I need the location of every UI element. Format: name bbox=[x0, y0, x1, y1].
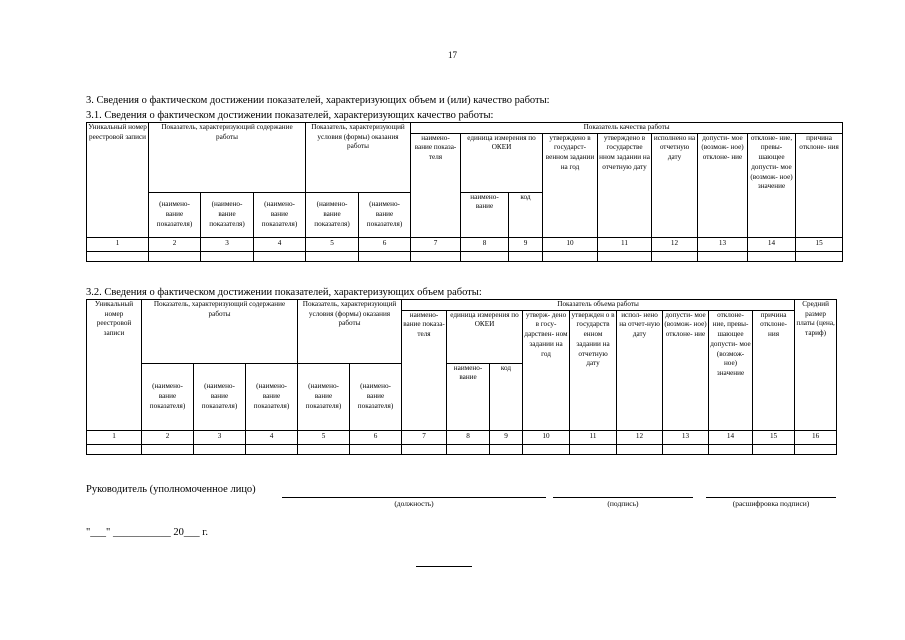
content-indicator-header: Показатель, характеризующий содержание работы bbox=[142, 300, 298, 364]
approved-year-header: утверж- дено в госу- дарствен- ном задании на год bbox=[523, 310, 570, 430]
date-line: "___" ___________ 20___ г. bbox=[86, 527, 208, 538]
column-number: 14 bbox=[748, 237, 796, 251]
empty-cell bbox=[87, 444, 142, 454]
column-number: 2 bbox=[142, 430, 194, 444]
empty-cell bbox=[461, 251, 509, 261]
empty-cell bbox=[543, 251, 598, 261]
empty-cell bbox=[523, 444, 570, 454]
empty-cell bbox=[663, 444, 709, 454]
sub-indicator-name: (наимено- вание показателя) bbox=[298, 363, 350, 430]
empty-cell bbox=[142, 444, 194, 454]
sub-indicator-name: (наимено- вание показателя) bbox=[142, 363, 194, 430]
empty-cell bbox=[350, 444, 402, 454]
column-number: 16 bbox=[795, 430, 837, 444]
column-number: 5 bbox=[298, 430, 350, 444]
deviation-reason-header: причина отклоне- ния bbox=[796, 133, 843, 237]
column-number: 1 bbox=[87, 237, 149, 251]
empty-cell bbox=[796, 251, 843, 261]
empty-cell bbox=[87, 251, 149, 261]
table-row bbox=[87, 444, 837, 454]
excess-deviation-header: отклоне- ние, превы- шающее допусти- мое (возмож- ное) значение bbox=[748, 133, 796, 237]
allowed-deviation-header: допусти- мое (возмож- ное) отклоне- ние bbox=[698, 133, 748, 237]
decoding-caption: (расшифровка подписи) bbox=[732, 499, 810, 508]
unique-record-header: Уникальный номер реестровой записи bbox=[87, 300, 142, 431]
empty-cell bbox=[246, 444, 298, 454]
empty-cell bbox=[617, 444, 663, 454]
column-number: 11 bbox=[570, 430, 617, 444]
unit-name-header: наимено- вание bbox=[447, 363, 490, 430]
okei-unit-header: единица измерения по ОКЕИ bbox=[447, 310, 523, 363]
volume-indicators-table bbox=[86, 299, 837, 455]
empty-cell bbox=[402, 444, 447, 454]
empty-cell bbox=[753, 444, 795, 454]
empty-cell bbox=[570, 444, 617, 454]
sub-indicator-name: (наимено- вание показателя) bbox=[254, 192, 306, 237]
empty-cell bbox=[194, 444, 246, 454]
empty-cell bbox=[598, 251, 652, 261]
unique-record-header: Уникальный номер реестровой записи bbox=[87, 123, 149, 238]
content-indicator-header: Показатель, характеризующий содержание работы bbox=[149, 123, 306, 193]
empty-cell bbox=[709, 444, 753, 454]
empty-cell bbox=[698, 251, 748, 261]
sub-indicator-name: (наимено- вание показателя) bbox=[306, 192, 359, 237]
column-number: 13 bbox=[663, 430, 709, 444]
column-number: 15 bbox=[753, 430, 795, 444]
conditions-indicator-header: Показатель, характеризующий условия (формы) оказания работы bbox=[306, 123, 411, 193]
column-number: 8 bbox=[447, 430, 490, 444]
approved-year-header: утверждено в государст- венном задании на год bbox=[543, 133, 598, 237]
column-number: 6 bbox=[359, 237, 411, 251]
column-number: 5 bbox=[306, 237, 359, 251]
executed-header: испол- нено на отчет-ную дату bbox=[617, 310, 663, 430]
column-number: 15 bbox=[796, 237, 843, 251]
column-number: 12 bbox=[617, 430, 663, 444]
empty-cell bbox=[652, 251, 698, 261]
sub-indicator-name: (наимено- вание показателя) bbox=[194, 363, 246, 430]
empty-cell bbox=[359, 251, 411, 261]
executed-header: исполнено на отчетную дату bbox=[652, 133, 698, 237]
sub-indicator-name: (наимено- вание показателя) bbox=[246, 363, 298, 430]
empty-cell bbox=[447, 444, 490, 454]
indicator-name-header: наимено- вание показа- теля bbox=[402, 310, 447, 430]
unit-code-header: код bbox=[490, 363, 523, 430]
sub-indicator-name: (наимено- вание показателя) bbox=[359, 192, 411, 237]
indicator-name-header: наимено- вание показа- теля bbox=[411, 133, 461, 237]
position-line bbox=[282, 497, 546, 498]
column-number: 10 bbox=[523, 430, 570, 444]
empty-cell bbox=[795, 444, 837, 454]
approved-date-header: утверждено в государстве нном задании на отчетную дату bbox=[598, 133, 652, 237]
quality-indicator-header: Показатель качества работы bbox=[411, 123, 843, 134]
column-number: 7 bbox=[411, 237, 461, 251]
column-number: 3 bbox=[201, 237, 254, 251]
column-number: 2 bbox=[149, 237, 201, 251]
column-number: 12 bbox=[652, 237, 698, 251]
average-price-header: Средний размер платы (цена, тариф) bbox=[795, 300, 837, 431]
empty-cell bbox=[509, 251, 543, 261]
signature-caption: (подпись) bbox=[607, 499, 639, 508]
volume-indicator-header: Показатель объема работы bbox=[402, 300, 795, 311]
approved-date-header: утвержден о в государств енном задании на отчетную дату bbox=[570, 310, 617, 430]
column-number: 14 bbox=[709, 430, 753, 444]
section-3-title: 3. Сведения о фактическом достижении показателей, характеризующих объем и (или) качество работы: bbox=[86, 95, 550, 106]
sub-indicator-name: (наимено- вание показателя) bbox=[149, 192, 201, 237]
conditions-indicator-header: Показатель, характеризующий условия (формы) оказания работы bbox=[298, 300, 402, 364]
quality-indicators-table bbox=[86, 122, 843, 262]
deviation-reason-header: причина отклоне- ния bbox=[753, 310, 795, 430]
column-number: 7 bbox=[402, 430, 447, 444]
column-number: 10 bbox=[543, 237, 598, 251]
section-3-2-title: 3.2. Сведения о фактическом достижении показателей, характеризующих объем работы: bbox=[86, 287, 482, 298]
empty-cell bbox=[490, 444, 523, 454]
empty-cell bbox=[254, 251, 306, 261]
empty-cell bbox=[748, 251, 796, 261]
empty-cell bbox=[201, 251, 254, 261]
footnote-separator bbox=[416, 566, 472, 567]
unit-code-header: код bbox=[509, 192, 543, 237]
decoding-line bbox=[706, 497, 836, 498]
column-number: 9 bbox=[509, 237, 543, 251]
column-number: 13 bbox=[698, 237, 748, 251]
empty-cell bbox=[298, 444, 350, 454]
column-number: 11 bbox=[598, 237, 652, 251]
column-number: 3 bbox=[194, 430, 246, 444]
sub-indicator-name: (наимено- вание показателя) bbox=[201, 192, 254, 237]
signature-line bbox=[553, 497, 693, 498]
section-3-1-title: 3.1. Сведения о фактическом достижении показателей, характеризующих качество работы: bbox=[86, 110, 494, 121]
column-number: 4 bbox=[254, 237, 306, 251]
okei-unit-header: единица измерения по ОКЕИ bbox=[461, 133, 543, 192]
column-number: 9 bbox=[490, 430, 523, 444]
page-number: 17 bbox=[448, 50, 457, 60]
empty-cell bbox=[149, 251, 201, 261]
column-number: 1 bbox=[87, 430, 142, 444]
table-row bbox=[87, 251, 843, 261]
column-number: 8 bbox=[461, 237, 509, 251]
signatory-label: Руководитель (уполномоченное лицо) bbox=[86, 484, 256, 495]
column-number: 6 bbox=[350, 430, 402, 444]
excess-deviation-header: отклоне- ние, превы- шающее допусти- мое (возмож- ное) значение bbox=[709, 310, 753, 430]
position-caption: (должность) bbox=[394, 499, 434, 508]
column-number: 4 bbox=[246, 430, 298, 444]
empty-cell bbox=[306, 251, 359, 261]
unit-name-header: наимено- вание bbox=[461, 192, 509, 237]
allowed-deviation-header: допусти- мое (возмож- ное) отклоне- ние bbox=[663, 310, 709, 430]
empty-cell bbox=[411, 251, 461, 261]
sub-indicator-name: (наимено- вание показателя) bbox=[350, 363, 402, 430]
